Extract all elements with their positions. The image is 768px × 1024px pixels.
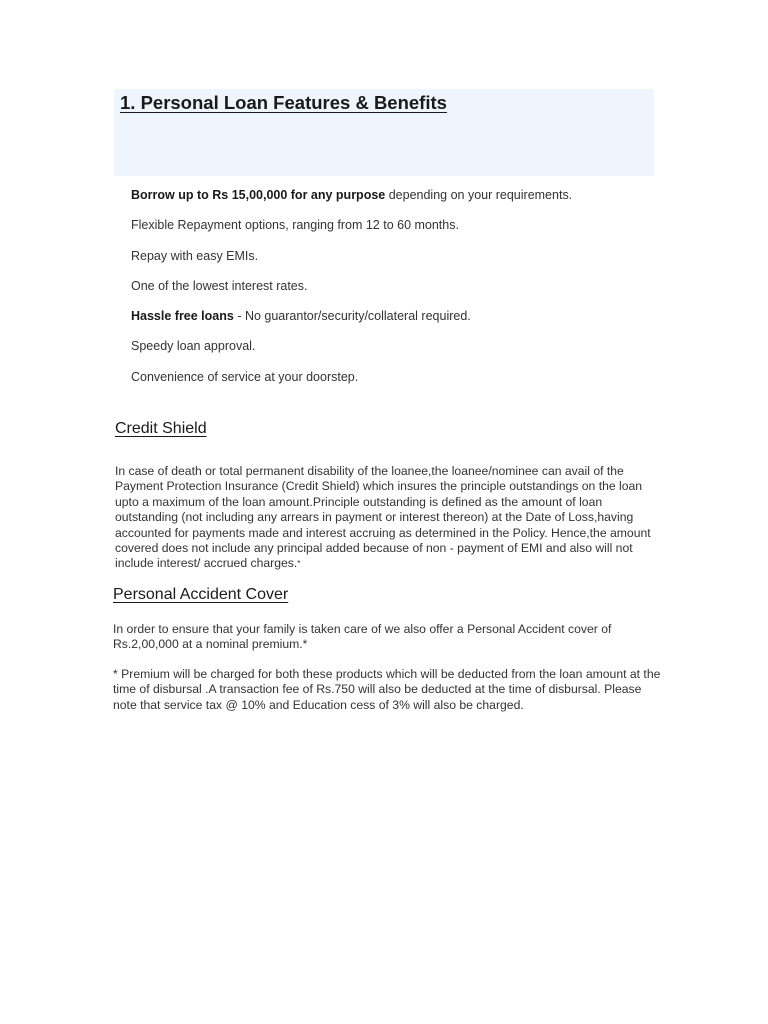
- accident-cover-heading: Personal Accident Cover: [113, 586, 289, 603]
- feature-item: [131, 369, 651, 399]
- feature-item: [131, 338, 651, 368]
- feature-text: Flexible Repayment options, ranging from 12 to 60 months.: [131, 218, 459, 233]
- feature-item: [131, 308, 651, 338]
- section-title-box: [114, 89, 654, 176]
- feature-text: Repay with easy EMIs.: [131, 248, 259, 263]
- feature-item: [131, 278, 651, 308]
- credit-shield-heading: Credit Shield: [115, 420, 207, 437]
- premium-note: * Premium will be charged for both these products which will be deducted from the loan amount at the time of disbursal .A transaction fee of Rs.750 will also be deducted at the time of disbursal. Please note that service tax @ 10% and Education cess of 3% will also be charged.: [113, 667, 661, 712]
- feature-text: Speedy loan approval.: [131, 339, 256, 354]
- feature-text: Convenience of service at your doorstep.: [131, 369, 359, 384]
- accident-cover-paragraph: In order to ensure that your family is taken care of we also offer a Personal Accident cover of Rs.2,00,000 at a nominal premium.*: [113, 622, 612, 652]
- feature-bold: Borrow up to Rs 15,00,000 for any purpose: [131, 188, 386, 202]
- feature-bold: Hassle free loans: [131, 309, 234, 324]
- feature-item: [131, 248, 651, 278]
- credit-shield-paragraph: [115, 464, 660, 572]
- footnote-mark: *: [297, 559, 301, 569]
- features-list: [131, 187, 651, 399]
- feature-text: One of the lowest interest rates.: [131, 278, 308, 293]
- credit-shield-body: In case of death or total permanent disability of the loanee,the loanee/nominee can avail of the Payment Protection Insurance (Credit Shield) which insures the principle outstandings on the loan upto a maximum of the loan amount.Principle outstanding is defined as the amount of loan outstanding (not including any arrears in payment or interest thereon) at the Date of Loss,having accounted for payments made and interest accruing as determined in the Policy. Hence,the amount covered does not include any principal added because of non - payment of EMI and also will not include interest/ accrued charges.: [115, 464, 651, 571]
- page-title: 1. Personal Loan Features & Benefits: [120, 92, 447, 113]
- feature-text: - No guarantor/security/collateral required.: [233, 309, 471, 324]
- feature-text: depending on your requirements.: [385, 188, 573, 202]
- feature-item: [131, 217, 651, 247]
- feature-item: [131, 187, 651, 217]
